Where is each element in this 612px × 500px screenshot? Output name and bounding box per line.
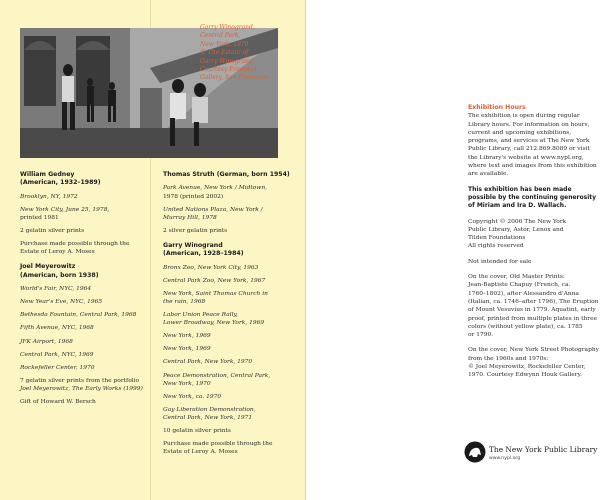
support-line: of Miriam and Ira D. Wallach. xyxy=(468,202,567,210)
cover-credit-1: of Mount Vesuvius in 1779. Aquatint, early xyxy=(468,307,596,314)
work-title: United Nations Plaza, New York / xyxy=(163,206,263,213)
print-count: 2 gelatin silver prints xyxy=(20,228,85,235)
support-line: This exhibition has been made xyxy=(468,185,572,193)
cover-credit-1: On the cover, Old Master Prints: xyxy=(468,274,565,281)
cover-credit-2: 1970. Courtesy Edwynn Houk Gallery. xyxy=(468,372,583,379)
work-title: New York, 1969 xyxy=(163,346,211,353)
logo-url: www.nypl.org xyxy=(489,456,521,461)
hours-line: Library hours. For information on hours, xyxy=(468,121,590,128)
work-detail: printed 1981 xyxy=(20,215,59,221)
cover-credit-2: from the 1960s and 1970s: xyxy=(468,355,549,362)
work-title: Fifth Avenue, NYC, 1968 xyxy=(20,325,94,332)
cover-credit-1: 1760–1802), after Alessandro d'Anna xyxy=(468,290,579,297)
artist-dates-meyerowitz: (American, born 1938) xyxy=(20,271,99,279)
work-title: Lower Broadway, New York, 1969 xyxy=(163,320,265,327)
cover-credit-1: (Italian, ca. 1746–after 1796), The Eruption xyxy=(468,298,599,305)
copyright-line: Public Library, Astor, Lenox and xyxy=(468,226,564,233)
work-title: Central Park Zoo, New York, 1967 xyxy=(163,277,266,284)
work-title: New Year's Eve, NYC, 1965 xyxy=(20,299,103,306)
work-title: Central Park, New York, 1970 xyxy=(163,359,253,366)
work-title: New York, ca. 1970 xyxy=(163,393,222,400)
work-title: Bethesda Fountain, Central Park, 1968 xyxy=(20,312,137,319)
credit-line: Purchase made possible through the xyxy=(20,241,130,248)
exhibition-hours-heading: Exhibition Hours xyxy=(468,104,526,111)
work-title: Park Avenue, New York / Midtown, xyxy=(163,185,268,192)
work-title: JFK Airport, 1968 xyxy=(20,338,73,345)
caption-line: Garry Winogrand, xyxy=(200,24,255,31)
work-title: New York, Saint Thomas Church in xyxy=(163,290,268,297)
caption-line: New York, 1970 xyxy=(200,40,249,48)
cover-credit-2: On the cover, New York Street Photography xyxy=(468,347,599,354)
work-title: Rockefeller Center, 1970 xyxy=(20,364,95,371)
cover-credit-1: proof, printed from multiple plates in three xyxy=(468,315,598,322)
copyright-line: Tilden Foundations xyxy=(468,235,526,242)
work-title: World's Fair, NYC, 1964 xyxy=(20,286,92,293)
hours-line: the Library's website at www.nypl.org, xyxy=(468,154,584,161)
cover-credit-2: © Joel Meyerowitz, Rockefeller Center, xyxy=(468,364,586,371)
work-title: New York, 1970 xyxy=(163,380,211,387)
info-column xyxy=(468,104,600,380)
work-title: Bronx Zoo, New York City, 1963 xyxy=(163,264,259,271)
hours-line: programs, and services at The New York xyxy=(468,138,590,145)
not-for-sale: Not intended for sale xyxy=(468,258,532,265)
copyright-line: All rights reserved xyxy=(468,243,524,250)
caption-line: Garry Winogrand, xyxy=(200,57,255,65)
artist-name-meyerowitz: Joel Meyerowitz xyxy=(20,263,76,271)
work-title: Central Park, New York, 1971 xyxy=(163,414,253,421)
hours-line: current and upcoming exhibitions, xyxy=(468,129,572,136)
cover-credit-1: colors (without yellow plate), ca. 1785 xyxy=(468,323,583,330)
work-title: Central Park, NYC, 1969 xyxy=(20,351,94,358)
work-title: New York City, June 25, 1978, xyxy=(20,206,110,213)
photo-caption xyxy=(200,24,304,83)
work-title: Brooklyn, NY, 1972 xyxy=(20,193,78,200)
artist-name-gedney: William Gedney xyxy=(20,171,75,178)
credit-line: Purchase made possible through the xyxy=(163,441,273,448)
credit-line: Estate of Leroy A. Moses xyxy=(163,449,238,456)
work-title: Peace Demonstration, Central Park, xyxy=(163,372,271,379)
caption-line: Gallery, San Francisco. xyxy=(200,74,271,82)
print-count: 2 silver gelatin prints xyxy=(163,227,228,234)
artist-name-struth: Thomas Struth (German, born 1954) xyxy=(163,171,290,178)
hours-line: where text and images from this exhibition xyxy=(468,163,597,170)
print-count: 10 gelatin silver prints xyxy=(163,428,231,434)
hours-line: Public Library, call 212.869.8089 or visit xyxy=(468,146,590,153)
work-title: Gay Liberation Demonstration, xyxy=(163,406,256,413)
work-title: Murray Hill, 1978 xyxy=(163,214,217,221)
credit-line: Estate of Leroy A. Moses xyxy=(20,249,95,256)
gift-line: Gift of Howard W. Bersch xyxy=(20,399,96,406)
caption-line: Central Park, xyxy=(200,32,241,40)
nypl-logo xyxy=(464,441,604,471)
work-detail: 1978 (printed 2002) xyxy=(163,193,224,200)
lion-icon xyxy=(464,441,486,463)
artist-dates-winogrand: (American, 1928–1984) xyxy=(163,250,244,258)
portfolio-note: 7 gelatin silver prints from the portfolio xyxy=(20,377,140,384)
artist-name-winogrand: Garry Winogrand xyxy=(163,241,223,249)
caption-line: © The Estate of xyxy=(200,49,249,57)
logo-name: The New York Public Library xyxy=(489,445,598,454)
work-title: Labor Union Peace Rally, xyxy=(163,312,238,319)
left-column xyxy=(20,171,148,406)
middle-column xyxy=(163,171,303,456)
portfolio-note: Joel Meyerowitz, The Early Works (1999) xyxy=(20,385,143,392)
cover-credit-1: or 1790. xyxy=(468,332,494,339)
artist-dates-gedney: (American, 1932–1989) xyxy=(20,179,101,187)
hours-line: are available. xyxy=(468,171,509,178)
caption-line: Courtesy Fraenkel xyxy=(200,66,257,74)
support-line: possible by the continuing generosity xyxy=(468,193,597,201)
hours-line: The exhibition is open during regular xyxy=(468,113,580,120)
work-title: the rain, 1968 xyxy=(163,298,206,305)
work-title: New York, 1969 xyxy=(163,333,211,340)
cover-credit-1: Jean-Baptiste Chapuy (French, ca. xyxy=(468,282,571,289)
copyright-line: Copyright © 2006 The New York xyxy=(468,218,567,225)
